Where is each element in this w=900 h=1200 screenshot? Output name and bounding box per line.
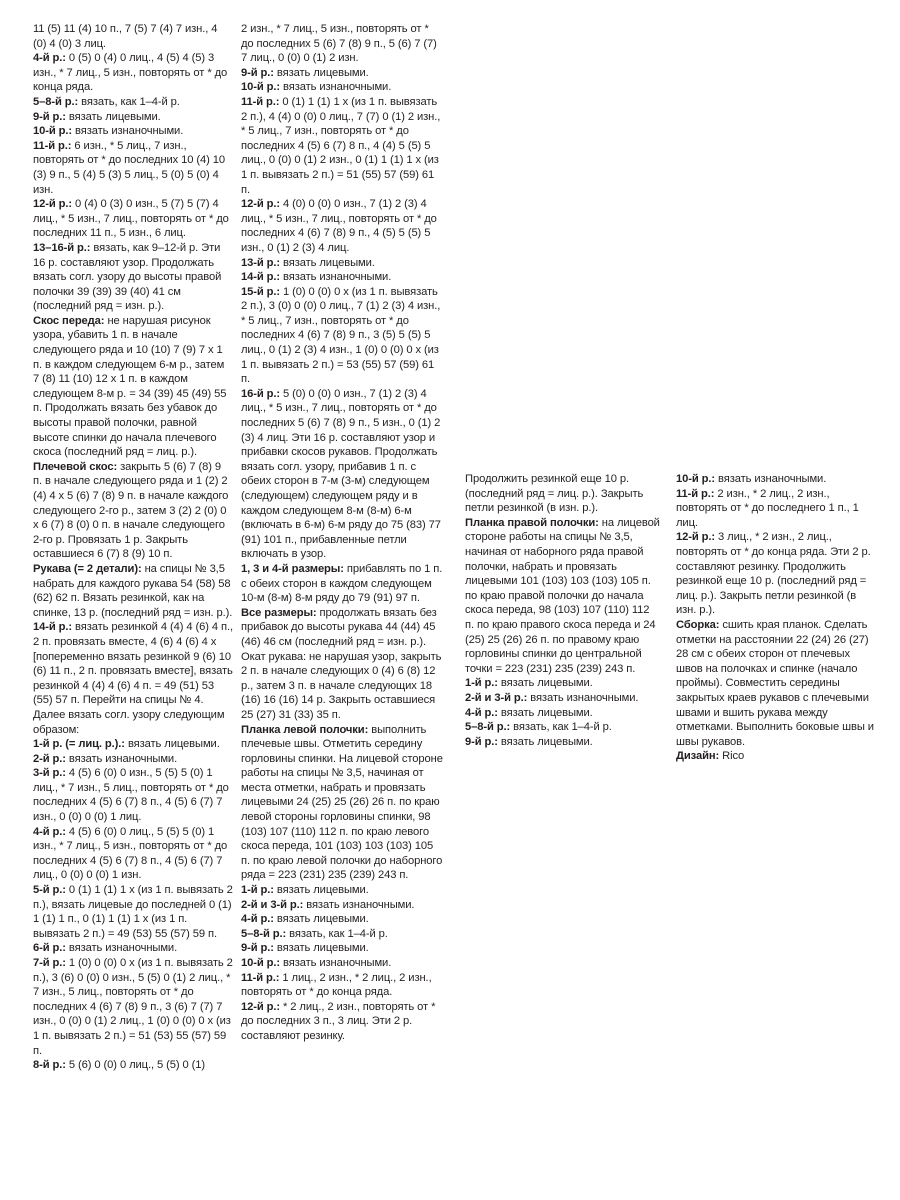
row-label: 13-й р.: (241, 256, 281, 269)
row-label: 1-й р. (= лиц. р.).: (33, 738, 125, 751)
pattern-paragraph (33, 562, 233, 620)
row-instruction: вязать лицевыми. (273, 913, 369, 926)
pattern-paragraph (241, 956, 443, 971)
row-label: 5–8-й р.: (33, 95, 79, 108)
row-instruction: 4 (5) 6 (0) 0 лиц., 5 (5) 5 (0) 1 изн., * 7 лиц., 5 изн., повторять от * до последних 4 (5) 6 (7) 8 п., 4 (5) 6 (7) 7 лиц., 0 (0) 0 (0) 1 изн. (33, 825, 228, 882)
row-instruction: вязать лицевыми. (65, 110, 161, 123)
row-instruction: 2 изн., * 7 лиц., 5 изн., повторять от * до последних 5 (6) 7 (8) 9 п., 5 (6) 7 (7) 7 лиц., 0 (0) 0 (1) 2 изн. (241, 23, 437, 65)
pattern-paragraph (33, 941, 233, 956)
pattern-paragraph (241, 22, 443, 66)
row-label: 2-й и 3-й р.: (241, 898, 304, 911)
row-label: 12-й р.: (241, 198, 281, 211)
pattern-paragraph (33, 241, 233, 314)
row-instruction: вязать изнаночными. (280, 81, 392, 94)
pattern-paragraph (676, 530, 878, 618)
row-label: 8-й р.: (33, 1059, 66, 1072)
row-label: 1-й р.: (241, 884, 274, 897)
row-instruction: вязать изнаночными. (280, 271, 392, 284)
row-instruction: 3 лиц., * 2 изн., 2 лиц., повторять от * до конца ряда. Эти 2 р. составляют резинку. Продолжить резинкой еще 10 р. (последний ряд = лиц. р.). Закрыть петли резинкой (в изн. р.). (676, 531, 871, 617)
row-instruction: 1 (0) 0 (0) 0 х (из 1 п. вывязать 2 п.), 3 (6) 0 (0) 0 изн., 5 (5) 0 (1) 2 лиц., * 7 изн., 5 лиц., повторять от * до последних 4 (6) 7 (8) 9 п., 3 (6) 7 (7) 7 изн., 0 (0) 0 (1) 2 лиц., 1 (0) 0 (0) 0 х (из 1 п. вывязать 2 п.) = 51 (53) 55 (57) 59 п. (33, 957, 233, 1057)
pattern-paragraph (33, 956, 233, 1058)
row-label: 10-й р.: (241, 81, 281, 94)
row-label: 9-й р.: (33, 110, 66, 123)
row-instruction: вязать лицевыми. (497, 735, 593, 748)
row-instruction: вязать лицевыми. (273, 884, 369, 897)
row-label: 10-й р.: (241, 957, 281, 969)
pattern-paragraph (33, 1058, 233, 1073)
row-label: Планка правой полочки: (465, 516, 599, 529)
text-column-4 (676, 472, 878, 764)
row-instruction: вязать, как 1–4-й р. (286, 927, 388, 940)
row-label: 1, 3 и 4-й размеры: (241, 562, 344, 575)
row-label: 4-й р.: (33, 52, 66, 65)
pattern-paragraph (241, 898, 443, 913)
row-instruction: вязать лицевыми. (497, 677, 593, 690)
row-instruction: вязать изнаночными. (280, 957, 392, 969)
row-label: 11-й р.: (241, 971, 280, 984)
row-instruction: вязать изнаночными. (303, 898, 415, 911)
row-label: 6-й р.: (33, 942, 66, 955)
row-instruction: 1 (0) 0 (0) 0 х (из 1 п. вывязать 2 п.), 3 (0) 0 (0) 0 лиц., 7 (1) 2 (3) 4 изн., * 5 лиц., 7 изн., повторять от * до последних 4 (6) 7 (8) 9 п., 3 (5) 5 (5) 5 лиц., 0 (1) 2 (3) 4 изн., 1 (0) 0 (0) 0 х (из 1 п. вывязать 2 п.) = 53 (55) 57 (59) 61 п. (241, 285, 441, 386)
row-instruction: Продолжить резинкой еще 10 р. (последний ряд = лиц. р.). Закрыть петли резинкой (в изн. р.). (465, 473, 644, 515)
row-instruction: 4 (5) 6 (0) 0 изн., 5 (5) 5 (0) 1 лиц., * 7 изн., 5 лиц., повторять от * до последних 4 (5) 6 (7) 8 п., 4 (5) 6 (7) 7 изн., 0 (0) 0 (0) 1 лиц. (33, 767, 229, 824)
row-instruction: 1 лиц., 2 изн., * 2 лиц., 2 изн., повторять от * до конца ряда. (241, 971, 432, 999)
row-instruction: продолжать вязать без прибавок до высоты рукава 44 (44) 45 (46) 46 см (последний ряд = изн. р.). Окат рукава: не нарушая узор, закрыть 2 п. в начале следующих 0 (4) 6 (8) 12 р., затем 3 п. в начале следующих 18 (16) 16 (16) 14 р. Закрыть оставшиеся 25 (27) 31 (33) 35 п. (241, 606, 442, 721)
pattern-paragraph (241, 1000, 443, 1044)
row-instruction: вязать, как 1–4-й р. (78, 95, 180, 108)
row-instruction: вязать лицевыми. (273, 66, 369, 79)
row-instruction: вязать изнаночными. (527, 691, 639, 704)
pattern-paragraph (33, 883, 233, 941)
row-label: 10-й р.: (33, 125, 73, 138)
pattern-paragraph (33, 51, 233, 95)
row-label: 15-й р.: (241, 285, 281, 298)
row-instruction: выполнить плечевые швы. Отметить середину горловины спинки. На лицевой стороне работы на спицы № 3,5, начиная от места отметки, набрать и провязать лицевыми 24 (25) 25 (26) 26 п. по краю левой стороны горловины спинки, 98 (103) 107 (110) 112 п. по краю левого скоса переда, 101 (103) 103 (103) 105 п. по краю левой полочки до наборного ряда = 223 (231) 235 (239) 243 п. (241, 723, 443, 882)
text-column-1 (33, 22, 233, 1073)
row-label: 2-й и 3-й р.: (465, 691, 528, 704)
row-instruction: не нарушая рисунок узора, убавить 1 п. в начале следующего ряда и 10 (10) 7 (9) 7 х 1 п. в каждом следующем 6-м р., затем 7 (8) 11 (10) 12 х 1 п. в каждом следующем 8-м р. = 34 (39) 45 (49) 55 п. Продолжать вязать без убавок до высоты правой полочки, равной высоте спинки до начала плечевого скоса (последний ряд = лиц. р.). (33, 314, 227, 459)
row-label: Сборка: (676, 618, 720, 631)
pattern-paragraph (465, 720, 661, 735)
row-instruction: вязать изнаночными. (65, 752, 178, 765)
pattern-paragraph (241, 927, 443, 942)
pattern-paragraph (465, 691, 661, 706)
pattern-paragraph (33, 766, 233, 824)
pattern-paragraph (676, 472, 878, 487)
row-instruction: 0 (1) 1 (1) 1 х (из 1 п. вывязать 2 п.), 4 (4) 0 (0) 0 лиц., 7 (7) 0 (1) 2 изн., * 5 лиц., 7 изн., повторять от * до последних 4 (5) 6 (7) 8 п., 4 (4) 5 (5) 5 лиц., 0 (0) 0 (1) 2 изн., 0 (1) 1 (1) 1 х (из 1 п. вывязать 2 п.) = 51 (55) 57 (59) 61 п. (241, 95, 441, 196)
row-label: Рукава (= 2 детали): (33, 562, 142, 575)
row-instruction: вязать, как 1–4-й р. (510, 721, 612, 734)
row-label: 11-й р.: (241, 95, 280, 108)
pattern-paragraph (241, 80, 443, 95)
row-label: 9-й р.: (241, 66, 274, 79)
row-instruction: на лицевой стороне работы на спицы № 3,5, начиная от наборного ряда правой полочки, набрать и провязать лицевыми 101 (103) 103 (103) 105 п. по краю правой полочки до начала скоса переда, 98 (103) 107 (110) 112 п. по краю правого скоса переда и 24 (25) 25 (26) 26 п. по правому краю горловины спинки до центральной точки = 223 (231) 235 (239) 243 п. (465, 516, 660, 675)
pattern-paragraph (241, 285, 443, 387)
row-instruction: на спицы № 3,5 набрать для каждого рукава 54 (58) 58 (62) 62 п. Вязать резинкой, как на спинке, 13 р. (последний ряд = изн. р.). (33, 562, 233, 619)
pattern-paragraph (465, 706, 661, 721)
pattern-paragraph (33, 139, 233, 197)
pattern-paragraph (33, 737, 233, 752)
row-label: Планка левой полочки: (241, 723, 369, 736)
row-instruction: 0 (1) 1 (1) 1 х (из 1 п. вывязать 2 п.), вязать лицевые до последней 0 (1) 1 (1) 1 п., 0 (1) 1 (1) 1 х (из 1 п. вывязать 2 п.) = 49 (53) 55 (57) 59 п. (33, 884, 233, 940)
row-label: 7-й р.: (33, 957, 66, 969)
row-label: 11-й р.: (33, 139, 72, 152)
row-instruction: 0 (4) 0 (3) 0 изн., 5 (7) 5 (7) 4 лиц., * 5 изн., 7 лиц., повторять от * до последних 11 п., 5 изн., 6 лиц. (33, 198, 229, 240)
pattern-paragraph (241, 971, 443, 1000)
pattern-paragraph (676, 487, 878, 531)
pattern-paragraph (241, 723, 443, 884)
row-instruction: закрыть 5 (6) 7 (8) 9 п. в начале следующего ряда и 1 (2) 2 (4) 4 х 5 (6) 7 (8) 9 п. в начале каждого следующего 2-го р., затем 3 (2) 2 (0) 0 х 6 (7) 8 (0) 0 п. в начале следующего 2-го р. Провязать 1 р. Закрыть оставшиеся 6 (7) 8 (9) 10 п. (33, 460, 229, 561)
pattern-paragraph (241, 387, 443, 562)
row-instruction: 2 изн., * 2 лиц., 2 изн., повторять от * до последнего 1 п., 1 лиц. (676, 487, 859, 529)
pattern-paragraph (33, 124, 233, 139)
pattern-paragraph (241, 562, 443, 606)
row-label: 11-й р.: (676, 487, 715, 500)
pattern-paragraph (241, 270, 443, 285)
row-instruction: вязать изнаночными. (65, 942, 178, 955)
row-instruction: 5 (0) 0 (0) 0 изн., 7 (1) 2 (3) 4 лиц., * 5 изн., 7 лиц., повторять от * до последних 5 (6) 7 (8) 9 п., 5 изн., 0 (1) 2 (3) 4 лиц. Эти 16 р. составляют узор и прибавки скосов рукавов. Продолжать вязать согл. узору, прибавив 1 п. с обеих сторон в 7-м (3-м) следующем (следующем) следующем ряду и в каждом следующем 8-м (8-м) 6-м (включать в 6-м) 6-м ряду до 75 (83) 77 (91) 101 п., прибавленные петли включать в узор. (241, 387, 441, 561)
row-instruction: сшить края планок. Сделать отметки на расстоянии 22 (24) 26 (27) 28 см с обеих сторон от плечевых швов на полочках и спинке (начало проймы). Совместить середины закрытых краев рукавов с плечевыми швами и вшить рукава между отметками. Выполнить боковые швы и швы рукавов. (676, 618, 874, 748)
row-label: 9-й р.: (241, 942, 274, 955)
pattern-paragraph (241, 95, 443, 197)
row-instruction: вязать изнаночными. (715, 473, 827, 485)
pattern-paragraph (465, 735, 661, 750)
row-instruction: 4 (0) 0 (0) 0 изн., 7 (1) 2 (3) 4 лиц., * 5 изн., 7 лиц., повторять от * до последних 4 (6) 7 (8) 9 п., 4 (5) 5 (5) 5 изн., 0 (1) 2 (3) 4 лиц. (241, 198, 437, 254)
pattern-paragraph (33, 825, 233, 883)
pattern-paragraph (33, 752, 233, 767)
row-label: 12-й р.: (676, 531, 716, 544)
row-label: 4-й р.: (465, 706, 498, 719)
pattern-paragraph (465, 472, 661, 516)
text-column-3 (465, 472, 661, 749)
row-label: 5–8-й р.: (465, 721, 511, 734)
pattern-paragraph (33, 620, 233, 737)
row-instruction: вязать, как 9–12-й р. Эти 16 р. составляют узор. Продолжать вязать согл. узору до высоты правой полочки 39 (39) 39 (40) 41 см (последний ряд = изн. р.). (33, 241, 222, 313)
row-label: 10-й р.: (676, 473, 716, 485)
row-instruction: 5 (6) 0 (0) 0 лиц., 5 (5) 0 (1) (65, 1059, 205, 1072)
row-label: Все размеры: (241, 606, 317, 619)
row-instruction: вязать лицевыми. (280, 256, 375, 269)
row-label: Скос переда: (33, 314, 105, 327)
pattern-paragraph (465, 516, 661, 677)
pattern-paragraph (241, 256, 443, 271)
pattern-paragraph (33, 95, 233, 110)
text-column-2 (241, 22, 443, 1044)
row-label: 9-й р.: (465, 735, 498, 748)
row-label: 12-й р.: (241, 1000, 281, 1013)
pattern-paragraph (676, 749, 878, 764)
row-label: Дизайн: (676, 750, 720, 763)
row-label: 12-й р.: (33, 198, 73, 211)
row-label: 14-й р.: (33, 621, 73, 634)
row-label: 1-й р.: (465, 677, 498, 690)
row-label: 3-й р.: (33, 767, 66, 780)
pattern-paragraph (241, 606, 443, 723)
pattern-paragraph (241, 197, 443, 255)
row-instruction: 6 изн., * 5 лиц., 7 изн., повторять от * до последних 10 (4) 10 (3) 9 п., 5 (4) 5 (3) 5 лиц., 5 (0) 5 (0) 4 изн. (33, 139, 226, 196)
pattern-paragraph (241, 912, 443, 927)
row-label: 4-й р.: (241, 913, 274, 926)
pattern-paragraph (241, 66, 443, 81)
row-instruction: вязать лицевыми. (497, 706, 593, 719)
row-instruction: 11 (5) 11 (4) 10 п., 7 (5) 7 (4) 7 изн., 4 (0) 4 (0) 3 лиц. (33, 23, 218, 50)
pattern-paragraph (33, 460, 233, 562)
row-label: 4-й р.: (33, 825, 66, 838)
row-instruction: 0 (5) 0 (4) 0 лиц., 4 (5) 4 (5) 3 изн., * 7 лиц., 5 изн., повторять от * до конца ряда. (33, 52, 228, 94)
pattern-paragraph (33, 110, 233, 125)
row-label: Плечевой скос: (33, 460, 118, 473)
row-instruction: прибавлять по 1 п. с обеих сторон в каждом следующем 10-м (8-м) 8-м ряду до 79 (91) 97 п. (241, 562, 443, 605)
row-instruction: вязать лицевыми. (124, 738, 220, 751)
pattern-paragraph (241, 941, 443, 956)
row-instruction: Rico (719, 750, 745, 763)
row-label: 13–16-й р.: (33, 241, 91, 254)
pattern-paragraph (676, 618, 878, 749)
pattern-paragraph (33, 314, 233, 460)
row-instruction: вязать резинкой 4 (4) 4 (6) 4 п., 2 п. провязать вместе, 4 (6) 4 (6) 4 х [попеременно вязать резинкой 9 (6) 10 (6) 11 п., 2 п. провязать вместе], вязать резинкой 4 (4) 4 (6) 4 п. = 49 (51) 53 (55) 57 п. Перейти на спицы № 4. Далее вязать согл. узору следующим образом: (33, 621, 233, 736)
row-label: 2-й р.: (33, 752, 66, 765)
row-instruction: вязать лицевыми. (273, 942, 369, 955)
row-label: 5-й р.: (33, 884, 66, 897)
pattern-paragraph (465, 676, 661, 691)
pattern-paragraph (33, 197, 233, 241)
row-label: 16-й р.: (241, 387, 281, 400)
row-label: 5–8-й р.: (241, 927, 287, 940)
row-instruction: * 2 лиц., 2 изн., повторять от * до последних 3 п., 3 лиц. Эти 2 р. составляют резинку. (241, 1000, 436, 1042)
pattern-paragraph (241, 883, 443, 898)
row-instruction: вязать изнаночными. (72, 125, 184, 138)
pattern-paragraph (33, 22, 233, 51)
row-label: 14-й р.: (241, 271, 281, 284)
